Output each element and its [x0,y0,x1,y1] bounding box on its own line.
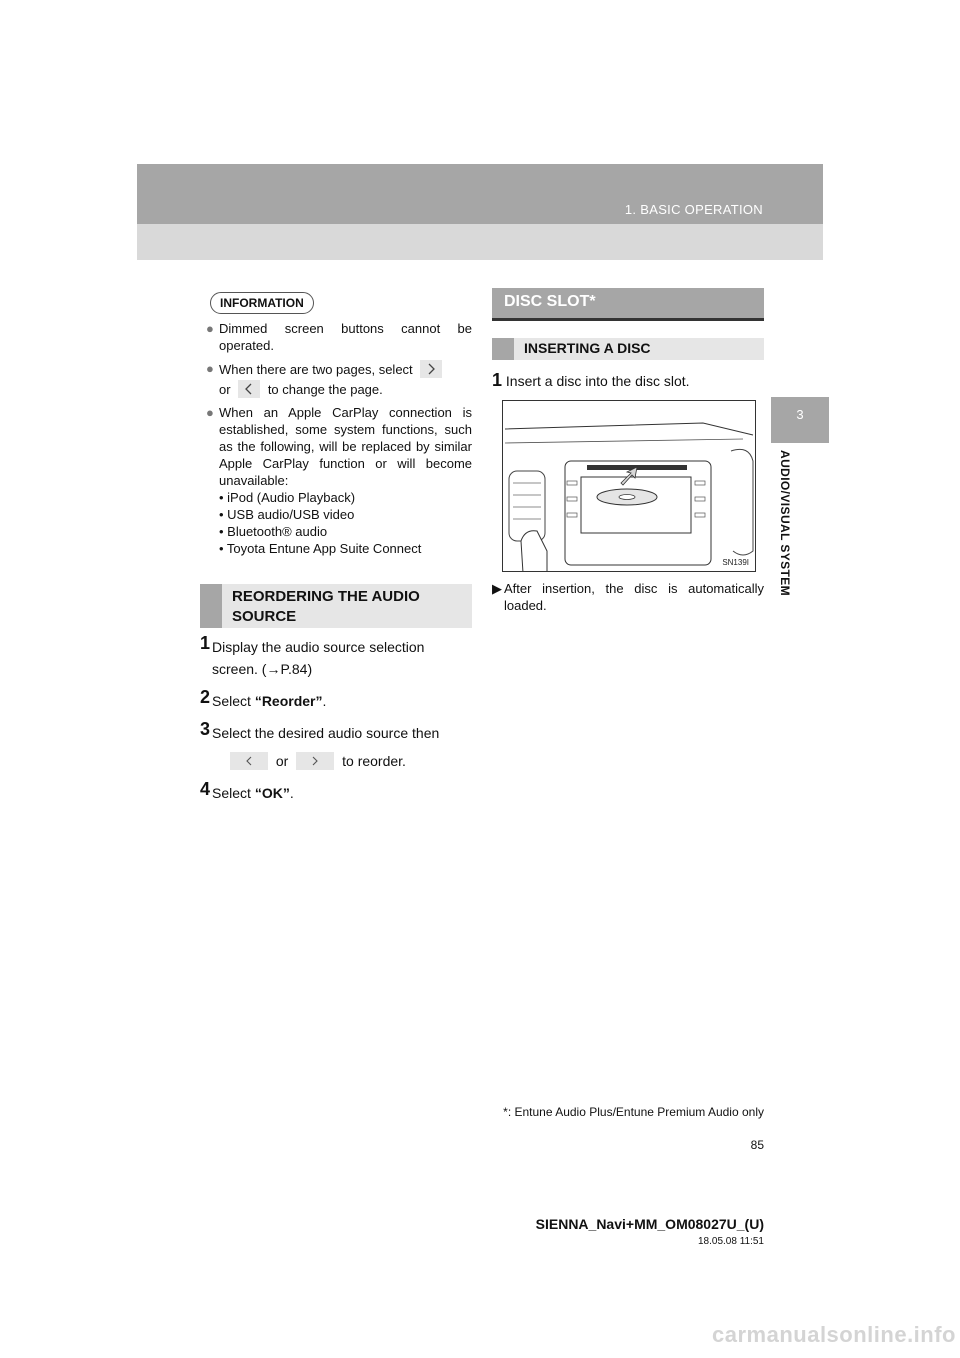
step-text: Select [212,693,255,709]
move-up-button-icon [230,752,268,770]
chevron-right-icon [420,360,442,378]
sub-item: • Toyota Entune App Suite Connect [219,541,422,556]
info-pages-line2 [219,380,472,398]
footnote: *: Entune Audio Plus/Entune Premium Audio only [503,1105,764,1119]
move-down-button-icon [296,752,334,770]
heading-bar [492,338,514,360]
step-text: . [322,693,327,709]
chevron-left-icon [238,380,260,398]
info-item-dimmed [208,320,472,354]
dashboard-disc-illustration [503,401,756,572]
information-list [208,320,472,563]
step-2 [200,687,472,712]
figure-code: SN139I [722,558,749,567]
info-text: to change the page. [267,382,383,397]
information-badge: INFORMATION [210,292,314,314]
step-1 [200,633,472,680]
step-number: 3 [200,719,211,739]
sub-item: • Bluetooth® audio [219,524,328,539]
step-text: Insert a disc into the disc slot. [505,373,690,389]
reorder-heading [200,584,472,628]
chapter-vertical-label [778,450,790,610]
page-number: 85 [750,1138,764,1152]
step-bold: “Reorder” [254,693,323,709]
watermark: carmanualsonline.info [712,1322,956,1347]
chapter-tab [771,397,829,443]
info-text: Dimmed screen buttons cannot be operated. [219,321,472,353]
step-number: 4 [200,779,211,799]
info-item-carplay [208,404,472,557]
step-number: 2 [200,687,211,707]
document-code: SIENNA_Navi+MM_OM08027U_(U) [535,1216,764,1232]
step-number: 1 [492,370,503,390]
sub-item: • iPod (Audio Playback) [219,490,356,505]
disc-slot-heading [492,288,764,321]
step-3-line2 [212,750,472,772]
chapter-number: 3 [796,407,804,422]
step-text: Select [212,785,255,801]
step-bold: “OK” [254,785,290,801]
circle-bullet-icon: ● [206,321,214,336]
circle-bullet-icon: ● [206,405,214,420]
disc-insertion-figure [502,400,756,572]
disc-step-1 [492,370,764,391]
step-number: 1 [200,633,211,653]
header-dark-strip [137,164,823,224]
circle-bullet-icon: ● [206,361,214,376]
reorder-steps [200,633,472,814]
step-text: to reorder. [342,753,406,769]
section-label: 1. BASIC OPERATION [624,202,763,217]
step-3 [200,719,472,772]
info-text: When an Apple CarPlay connection is established, some system functions, such as the following, will be replaced by similar Apple CarPlay function or will become unavailable: [219,405,472,488]
step-text: or [275,753,289,769]
heading-bar [200,584,222,628]
step-text: Display the audio source selection screen. (→P.84) [212,639,425,677]
disc-note [492,580,764,614]
inserting-disc-heading-text: INSERTING A DISC [524,340,651,356]
note-text: After insertion, the disc is automatically loaded. [504,581,764,613]
info-text: When there are two pages, select [219,362,413,377]
sub-item: • USB audio/USB video [219,507,355,522]
disc-slot-heading-text: DISC SLOT* [504,293,596,310]
triangle-bullet-icon: ▶ [492,581,502,596]
info-item-pages [208,360,472,398]
chapter-title: AUDIO/VISUAL SYSTEM [778,450,792,597]
step-4 [200,779,472,804]
document-date: 18.05.08 11:51 [698,1236,764,1247]
header-band [137,164,823,260]
info-text: or [219,382,231,397]
step-text: Select the desired audio source then [212,725,440,741]
reorder-heading-text: REORDERING THE AUDIO SOURCE [232,588,420,625]
step-text: . [289,785,294,801]
inserting-disc-heading [492,338,764,360]
